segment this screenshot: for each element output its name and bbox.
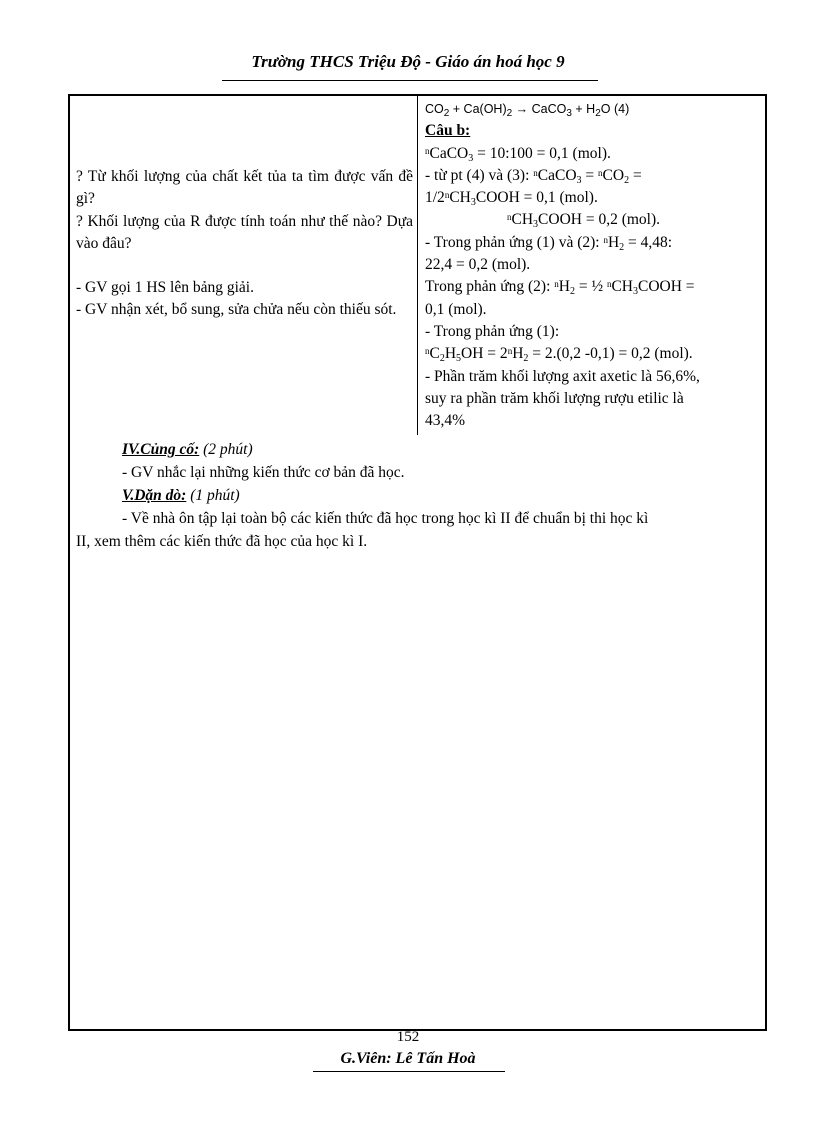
question-2: ? Khối lượng của R được tính toán như thế nào? Dựa vào đâu? — [76, 212, 413, 252]
solution-line: Trong phản ứng (2): $^nH_2$ = ½ $^nCH_3COOH$ = — [425, 278, 695, 298]
page-header: Trường THCS Triệu Độ - Giáo án hoá học 9 — [251, 52, 565, 71]
solution-line: $^nCH_3COOH = 0,2$ (mol). — [507, 211, 661, 231]
solution-line: $^n$CaCO$_3$ = 10:100 = 0,1 (mol). — [425, 144, 611, 164]
section-5-text-line1: - Về nhà ôn tập lại toàn bộ các kiến thức đã học trong học kì II để chuẩn bị thi học kì — [122, 510, 649, 527]
solution-line: 43,4% — [425, 412, 466, 430]
solution-line: $1/2^nCH_3COOH = 0,1$ (mol). — [425, 189, 598, 209]
lesson-conclusion — [76, 438, 760, 553]
section-5-text-line2: II, xem thêm các kiến thức đã học của học kì I. — [76, 533, 368, 550]
blank-line — [76, 255, 413, 277]
section-4-text: - GV nhắc lại những kiến thức cơ bản đã học. — [122, 464, 405, 481]
solution-line: - Trong phản ứng (1): — [425, 322, 560, 340]
gv-instruction-2: - GV nhận xét, bổ sung, sửa chửa nếu còn thiếu sót. — [76, 301, 397, 319]
solution-line: - từ pt (4) và (3): $^n$CaCO$_3$ = $^nCO_2$ = — [425, 166, 642, 186]
equation-4: $CO_2 + Ca(OH)_2$ → CaCO$_3$ + $H_2O$ (4) — [425, 102, 630, 119]
section-5-heading: V.Dặn dò: (1 phút) — [122, 487, 240, 504]
page-footer: G.Viên: Lê Tấn Hoà — [340, 1050, 476, 1067]
solution-line: 0,1 (mol). — [425, 300, 487, 318]
solution-line: suy ra phần trăm khối lượng rượu etilic là — [425, 389, 684, 407]
header-rule — [222, 80, 598, 81]
footer-rule — [313, 1071, 505, 1072]
question-1: ? Từ khối lượng của chất kết tủa ta tìm được vấn đề gì? — [76, 168, 413, 208]
solution-line: - Phần trăm khối lượng axit axetic là 56,6%, — [425, 367, 700, 385]
solution-line: - Trong phản ứng (1) và (2): $^nH_2 = 4,48$: — [425, 233, 673, 253]
solution-line: $^nC_2H_5OH = 2^nH_2 = 2.(0,2$ -0,1) = 0,2 (mol). — [425, 345, 693, 365]
teacher-activity-column — [76, 166, 413, 322]
page-number: 152 — [396, 1029, 420, 1045]
section-4-heading: IV.Củng cố: (2 phút) — [122, 441, 253, 458]
student-solution-column — [425, 98, 760, 432]
solution-line: 22,4 = 0,2 (mol). — [425, 256, 531, 274]
gv-instruction-1: - GV gọi 1 HS lên bảng giải. — [76, 279, 254, 297]
cau-b-heading: Câu b: — [425, 122, 471, 140]
column-divider — [417, 96, 418, 435]
